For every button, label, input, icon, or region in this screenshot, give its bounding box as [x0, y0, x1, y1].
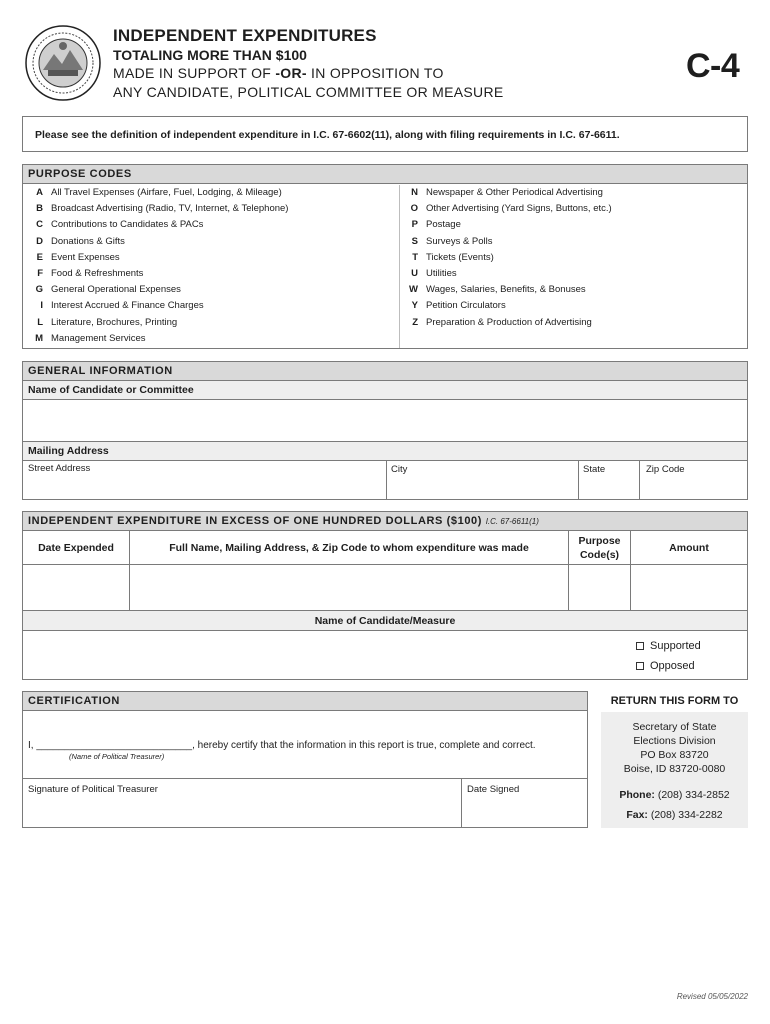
return-title: RETURN THIS FORM TO [601, 691, 748, 712]
purpose-code-row [29, 331, 389, 347]
amount-field[interactable] [631, 565, 747, 610]
purpose-code-label: Newspaper & Other Periodical Advertising [426, 187, 603, 198]
purpose-code-field[interactable] [569, 565, 630, 610]
supported-checkbox[interactable]: Supported [636, 640, 701, 652]
signature-label: Signature of Political Treasurer [28, 784, 158, 795]
form-title-block [113, 26, 504, 102]
purpose-code-letter: L [37, 316, 43, 328]
purpose-code-row [404, 234, 729, 250]
title-line-2: TOTALING MORE THAN $100 [113, 47, 307, 63]
section-header: INDEPENDENT EXPENDITURE IN EXCESS OF ONE HUNDRED DOLLARS ($100) I.C. 67-6611(1) [23, 512, 747, 531]
state-label: State [583, 464, 606, 475]
purpose-code-label: Postage [426, 219, 461, 231]
date-signed-field[interactable] [462, 779, 587, 827]
purpose-code-row [404, 250, 729, 266]
purpose-code-label: Broadcast Advertising (Radio, TV, Internet, & Telephone) [51, 203, 289, 215]
form-id: C-4 [686, 47, 740, 85]
return-phone: Phone: (208) 334-2852 [619, 789, 730, 801]
purpose-code-letter: Z [412, 316, 418, 328]
title-line-1: INDEPENDENT EXPENDITURES [113, 26, 377, 45]
return-address-box [601, 691, 748, 828]
zip-label: Zip Code [646, 464, 685, 475]
city-label: City [391, 464, 408, 475]
section-header: PURPOSE CODES [23, 165, 747, 184]
name-label: Name of Candidate or Committee [23, 381, 747, 400]
purpose-code-label: Petition Circulators [426, 300, 506, 312]
purpose-code-label: Preparation & Production of Advertising [426, 316, 592, 328]
col-date-expended: Date Expended [38, 541, 114, 554]
purpose-code-row [29, 201, 389, 217]
date-expended-field[interactable] [23, 565, 129, 610]
purpose-code-row [404, 185, 729, 201]
purpose-code-label: Food & Refreshments [51, 267, 144, 279]
certification-statement: I, ____________________________, hereby certify that the information in this report is true, complete and correct. [28, 740, 536, 751]
purpose-code-letter: O [410, 203, 418, 215]
return-line-3: PO Box 83720 [640, 749, 709, 761]
purpose-code-label: Management Services [51, 332, 146, 344]
title-line-3: MADE IN SUPPORT OF -OR- IN OPPOSITION TO [113, 65, 444, 81]
purpose-code-row [29, 234, 389, 250]
section-header: CERTIFICATION [23, 692, 587, 711]
candidate-measure-label: Name of Candidate/Measure [23, 611, 747, 631]
name-field[interactable] [23, 401, 747, 441]
purpose-code-letter: A [36, 187, 43, 198]
return-line-1: Secretary of State [632, 721, 717, 733]
mailing-label: Mailing Address [23, 442, 747, 461]
purpose-code-label: Literature, Brochures, Printing [51, 316, 178, 328]
purpose-code-row [404, 298, 729, 314]
purpose-code-letter: C [36, 219, 43, 231]
title-line-4: ANY CANDIDATE, POLITICAL COMMITTEE OR MEASURE [113, 84, 504, 100]
purpose-code-label: Donations & Gifts [51, 235, 125, 247]
purpose-code-row [404, 217, 729, 233]
purpose-code-row [404, 282, 729, 298]
purpose-code-label: Tickets (Events) [426, 251, 494, 263]
purpose-code-label: Wages, Salaries, Benefits, & Bonuses [426, 284, 586, 296]
treasurer-caption: (Name of Political Treasurer) [69, 752, 165, 761]
street-label: Street Address [28, 463, 91, 474]
purpose-codes-left [29, 185, 389, 347]
purpose-code-row [29, 185, 389, 201]
section-header: GENERAL INFORMATION [23, 362, 747, 381]
purpose-codes-section [22, 164, 748, 349]
purpose-code-label: Other Advertising (Yard Signs, Buttons, etc.) [426, 203, 612, 215]
purpose-code-row [404, 201, 729, 217]
return-line-4: Boise, ID 83720-0080 [623, 763, 726, 775]
purpose-code-letter: U [411, 267, 418, 279]
payee-field[interactable] [130, 565, 568, 610]
filing-notice: Please see the definition of independent expenditure in I.C. 67-6602(11), along with filing requirements in I.C. 67-6611. [22, 116, 748, 152]
col-purpose-codes: Purpose Code(s) [578, 534, 621, 561]
purpose-code-letter: W [409, 284, 418, 296]
purpose-code-letter: B [36, 203, 43, 215]
zip-code-field[interactable] [640, 461, 747, 499]
revision-date: Revised 05/05/2022 [676, 992, 748, 1001]
candidate-measure-field[interactable] [23, 632, 623, 679]
purpose-code-row [404, 266, 729, 282]
purpose-code-letter: D [36, 235, 43, 247]
purpose-code-label: Contributions to Candidates & PACs [51, 219, 204, 231]
col-amount: Amount [669, 541, 709, 554]
col-payee: Full Name, Mailing Address, & Zip Code to whom expenditure was made [169, 541, 529, 554]
purpose-code-label: General Operational Expenses [51, 284, 181, 296]
purpose-code-label: Surveys & Polls [426, 235, 493, 247]
purpose-code-row [29, 298, 389, 314]
certification-section [22, 691, 588, 828]
purpose-code-letter: T [412, 251, 418, 263]
purpose-code-letter: F [37, 267, 43, 279]
purpose-code-letter: P [411, 219, 418, 231]
expenditure-section [22, 511, 748, 680]
purpose-code-letter: E [36, 251, 43, 263]
purpose-code-label: Interest Accrued & Finance Charges [51, 300, 204, 312]
purpose-code-row [29, 315, 389, 331]
purpose-code-row [29, 217, 389, 233]
purpose-code-label: Event Expenses [51, 251, 120, 263]
return-fax: Fax: (208) 334-2282 [626, 809, 723, 821]
purpose-code-letter: I [40, 300, 43, 312]
date-signed-label: Date Signed [467, 784, 520, 795]
city-field[interactable] [387, 461, 578, 499]
street-address-field[interactable] [23, 461, 386, 499]
purpose-code-letter: N [411, 187, 418, 198]
purpose-codes-right [399, 185, 729, 348]
purpose-code-row [404, 315, 729, 331]
purpose-code-label: All Travel Expenses (Airfare, Fuel, Lodging, & Mileage) [51, 187, 282, 198]
purpose-code-letter: S [411, 235, 418, 247]
signature-field[interactable] [23, 779, 461, 827]
purpose-code-row [29, 282, 389, 298]
state-seal-logo [24, 22, 102, 104]
purpose-code-row [29, 266, 389, 282]
general-info-section [22, 361, 748, 500]
purpose-code-row [29, 250, 389, 266]
purpose-code-letter: G [35, 284, 43, 296]
purpose-code-letter: Y [411, 300, 418, 312]
state-field[interactable] [579, 461, 639, 499]
opposed-checkbox[interactable]: Opposed [636, 660, 695, 672]
purpose-code-label: Utilities [426, 267, 457, 279]
return-line-2: Elections Division [633, 735, 716, 747]
purpose-code-letter: M [35, 332, 43, 344]
treasurer-name-field[interactable]: ____________________________ [36, 740, 193, 751]
